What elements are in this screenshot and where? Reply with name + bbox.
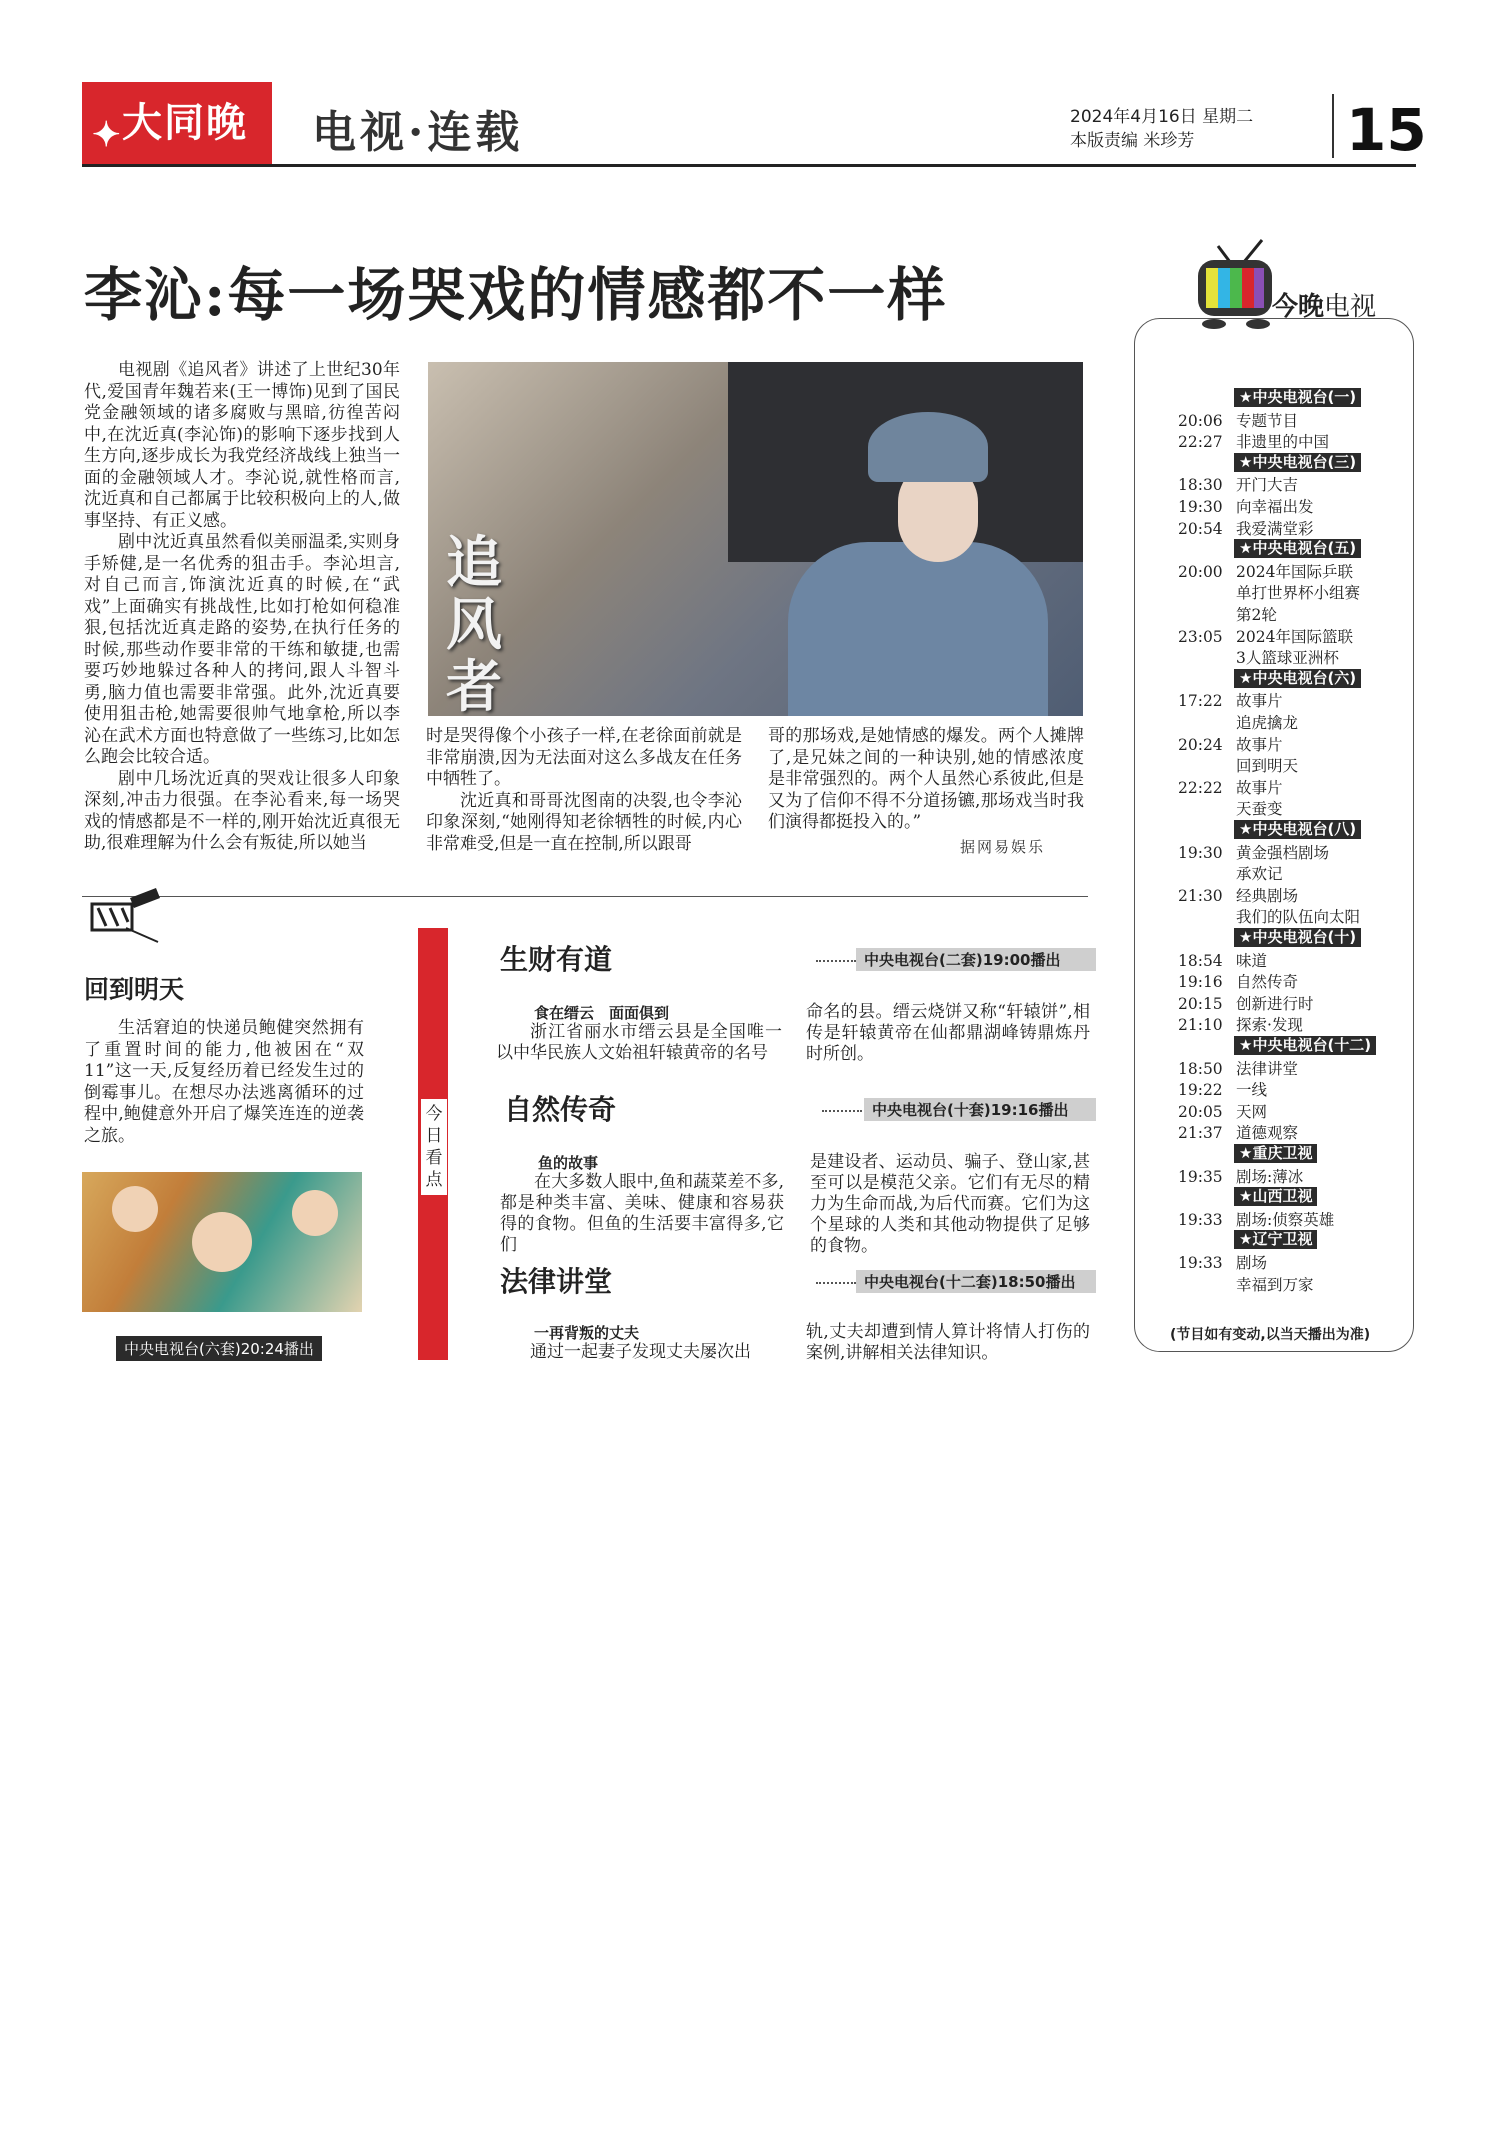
program-title: 自然传奇: [504, 1093, 617, 1126]
schedule-channel-bar: ★辽宁卫视: [1234, 1230, 1317, 1249]
schedule-program: 自然传奇: [1236, 973, 1299, 992]
schedule-program: 道德观察: [1236, 1124, 1299, 1143]
schedule-header-rest: 电视: [1324, 292, 1377, 322]
schedule-program: 剧场:薄冰: [1236, 1167, 1304, 1186]
schedule-program: 向幸福出发: [1236, 498, 1314, 516]
dateline: 2024年4月16日 星期二: [1070, 107, 1254, 127]
flame-icon: ✦: [92, 115, 123, 155]
paragraph: 哥的那场戏,是她情感的爆发。两个人摊牌了,是兄妹之间的一种诀别,她的情感浓度是非常强烈的。两个人虽然心系彼此,但是又为了信仰不得不分道扬镳,那场戏当时我们演得都挺投入的。”: [768, 726, 1084, 832]
paragraph: 沈近真和哥哥沈图南的决裂,也令李沁印象深刻,“她刚得知老徐牺牲的时候,内心非常难受,但是一直在控制,所以跟哥: [426, 790, 742, 854]
schedule-program: 非遗里的中国: [1236, 433, 1330, 452]
schedule-program: 我们的队伍向太阳: [1236, 908, 1361, 927]
schedule-channel-bar: ★中央电视台(三): [1234, 453, 1361, 472]
schedule-time: 22:27: [1178, 433, 1223, 452]
schedule-program: 创新进行时: [1236, 994, 1314, 1013]
program-text: 是建设者、运动员、骗子、登山家,甚至可以是模范父亲。它们有无尽的精力为生命而战,为后代而赛。它们为这个星球的人类和其他动物提供了足够的食物。: [810, 1152, 1090, 1256]
masthead-rule: [82, 164, 1416, 167]
schedule-channel-bar: ★中央电视台(一): [1234, 388, 1361, 407]
photo-figure: [292, 1190, 338, 1236]
dotted-leader: [822, 1110, 862, 1112]
schedule-program: 一线: [1236, 1081, 1268, 1100]
schedule-program: 法律讲堂: [1236, 1059, 1299, 1078]
program-text: 轨,丈夫却遭到情人算计将情人打伤的案例,讲解相关法律知识。: [806, 1322, 1090, 1363]
schedule-time: 18:30: [1178, 476, 1223, 495]
feature-text: [84, 1018, 364, 1147]
article-photo: [428, 362, 1083, 716]
schedule-time: 22:22: [1178, 778, 1223, 797]
film-clapper-icon: [86, 884, 166, 944]
schedule-program: 天网: [1236, 1102, 1268, 1121]
schedule-time: 20:54: [1178, 519, 1223, 538]
program-title: 生财有道: [500, 943, 613, 976]
schedule-program: 剧场: [1236, 1254, 1268, 1272]
schedule-time: 19:35: [1178, 1167, 1223, 1186]
schedule-time: 19:30: [1178, 498, 1223, 516]
schedule-time: 21:30: [1178, 886, 1223, 905]
schedule-time: 19:30: [1178, 843, 1223, 862]
paragraph: 电视剧《追风者》讲述了上世纪30年代,爱国青年魏若来(王一博饰)见到了国民党金融领域的诸多腐败与黑暗,彷徨苦闷中,在沈近真(李沁饰)的影响下逐步找到人生方向,逐步成长为我党经济战线上独当一面的金融领域人才。李沁说,就性格而言,沈近真和自己都属于比较积极向上的人,做事坚持、有正义感。: [84, 360, 400, 531]
program-text: 命名的县。缙云烧饼又称“轩辕饼”,相传是轩辕黄帝在仙都鼎湖峰铸鼎炼丹时所创。: [806, 1002, 1090, 1064]
program-subtitle: 食在缙云 面面俱到: [534, 1004, 670, 1022]
schedule-channel-bar: ★中央电视台(十二): [1234, 1036, 1376, 1055]
program-text: 浙江省丽水市缙云县是全国唯一以中华民族人文始祖轩辕黄帝的名号: [496, 1022, 782, 1063]
program-text: 在大多数人眼中,鱼和蔬菜差不多,都是种类丰富、美味、健康和容易获得的食物。但鱼的生活要丰富得多,它们: [500, 1172, 784, 1255]
schedule-channel-bar: ★中央电视台(六): [1234, 669, 1361, 688]
schedule-program: 2024年国际篮联: [1236, 627, 1353, 646]
photo-figure: [112, 1186, 158, 1232]
schedule-program: 幸福到万家: [1236, 1275, 1314, 1294]
schedule-time: 19:33: [1178, 1210, 1223, 1229]
photo-title: 追风者: [446, 530, 502, 716]
program-channel: 中央电视台(十二套)18:50播出: [856, 1270, 1096, 1293]
schedule-time: 20:15: [1178, 994, 1223, 1013]
schedule-time: 19:22: [1178, 1081, 1223, 1100]
paragraph: 生活窘迫的快递员鲍健突然拥有了重置时间的能力,他被困在“双11”这一天,反复经历着已经发生过的倒霉事儿。在想尽办法逃离循环的过程中,鲍健意外开启了爆笑连连的逆袭之旅。: [84, 1018, 364, 1146]
schedule-channel-bar: ★中央电视台(八): [1234, 820, 1361, 839]
schedule-program: 味道: [1236, 951, 1268, 970]
article-column-3: [768, 726, 1084, 834]
paragraph: 时是哭得像个小孩子一样,在老徐面前就是非常崩溃,因为无法面对这么多战友在任务中牺牲了。: [426, 726, 742, 789]
schedule-program: 故事片: [1236, 778, 1283, 797]
schedule-program: 3人篮球亚洲杯: [1236, 649, 1339, 668]
schedule-channel-bar: ★中央电视台(五): [1234, 539, 1361, 558]
schedule-program: 天蚕变: [1236, 800, 1283, 819]
program-channel: 中央电视台(十套)19:16播出: [864, 1098, 1096, 1121]
schedule-channel-bar: ★中央电视台(十): [1234, 928, 1361, 947]
section-rule: [82, 896, 1088, 897]
today-highlights-label: 今日看点: [420, 1098, 448, 1196]
article-headline: 李沁:每一场哭戏的情感都不一样: [84, 261, 948, 329]
schedule-program: 经典剧场: [1236, 886, 1299, 905]
schedule-program: 我爱满堂彩: [1236, 519, 1314, 538]
schedule-time: 21:37: [1178, 1124, 1223, 1143]
schedule-program: 追虎擒龙: [1236, 714, 1299, 732]
program-text: 通过一起妻子发现丈夫屡次出: [530, 1342, 751, 1362]
paragraph: 剧中沈近真虽然看似美丽温柔,实则身手矫健,是一名优秀的狙击手。李沁坦言,对自己而言,饰演沈近真的时候,在“武戏”上面确实有挑战性,比如打枪如何稳准狠,包括沈近真走路的姿势,在执行任务的时候,那些动作要非常的干练和敏捷,也需要巧妙地躲过各种人的拷问,跟人斗智斗勇,脑力值也需要非常强。此外,沈近真要使用狙击枪,她需要很帅气地拿枪,所以李沁在武术方面也特意做了一些练习,比如怎么跑会比较合适。: [84, 532, 400, 767]
program-subtitle: 鱼的故事: [538, 1154, 599, 1172]
schedule-program: 单打世界杯小组赛: [1236, 584, 1361, 603]
newspaper-logo: [82, 82, 272, 228]
logo-text: 大同晚报: [122, 99, 248, 228]
schedule-program: 2024年国际乒联: [1236, 562, 1353, 581]
schedule-program: 剧场:侦察英雄: [1236, 1210, 1335, 1229]
photo-cap: [868, 412, 988, 482]
program-title: 法律讲堂: [500, 1265, 613, 1298]
schedule-channel-bar: ★山西卫视: [1234, 1187, 1317, 1206]
schedule-time: 19:16: [1178, 973, 1223, 992]
schedule-program: 黄金强档剧场: [1236, 843, 1330, 862]
schedule-program: 第2轮: [1236, 606, 1277, 624]
schedule-channel-bar: ★重庆卫视: [1234, 1144, 1317, 1163]
schedule-program: 故事片: [1236, 735, 1283, 754]
section-title: 电视·连载: [312, 107, 524, 158]
dotted-leader: [816, 1282, 856, 1284]
photo-figure: [192, 1212, 252, 1272]
schedule-note: (节目如有变动,以当天播出为准): [1170, 1327, 1371, 1343]
photo-uniform: [788, 542, 1048, 716]
feature-photo: [82, 1172, 362, 1312]
article-column-1: [84, 360, 400, 855]
article-column-2: [426, 726, 742, 855]
schedule-time: 20:00: [1178, 562, 1223, 581]
schedule-program: 回到明天: [1236, 757, 1299, 776]
article-byline: 据网易娱乐: [960, 838, 1046, 856]
schedule-program: 专题节目: [1236, 411, 1299, 430]
schedule-time: 21:10: [1178, 1016, 1223, 1035]
schedule-program: 探索·发现: [1236, 1016, 1303, 1035]
feature-title: 回到明天: [84, 975, 185, 1004]
schedule-program: 故事片: [1236, 692, 1283, 711]
schedule-time: 18:50: [1178, 1059, 1223, 1078]
program-channel: 中央电视台(二套)19:00播出: [856, 948, 1096, 971]
schedule-time: 20:24: [1178, 735, 1223, 754]
feature-channel: 中央电视台(六套)20:24播出: [116, 1336, 322, 1361]
schedule-time: 23:05: [1178, 627, 1223, 646]
schedule-time: 18:54: [1178, 951, 1223, 970]
schedule-time: 20:05: [1178, 1102, 1223, 1121]
schedule-program: 开门大吉: [1236, 476, 1299, 495]
schedule-program: 承欢记: [1236, 865, 1283, 884]
paragraph: 剧中几场沈近真的哭戏让很多人印象深刻,冲击力很强。在李沁看来,每一场哭戏的情感都是不一样的,刚开始沈近真很无助,很难理解为什么会有叛徒,所以她当: [84, 768, 400, 853]
masthead-divider: [1332, 94, 1334, 158]
schedule-time: 20:06: [1178, 411, 1223, 430]
schedule-time: 19:33: [1178, 1254, 1223, 1272]
page-number: 15: [1346, 96, 1427, 164]
dotted-leader: [816, 960, 856, 962]
schedule-header-strong: 今晚: [1272, 292, 1325, 322]
schedule-time: 17:22: [1178, 692, 1223, 711]
program-subtitle: 一再背叛的丈夫: [534, 1324, 640, 1342]
editor-credit: 本版责编 米珍芳: [1070, 131, 1195, 151]
